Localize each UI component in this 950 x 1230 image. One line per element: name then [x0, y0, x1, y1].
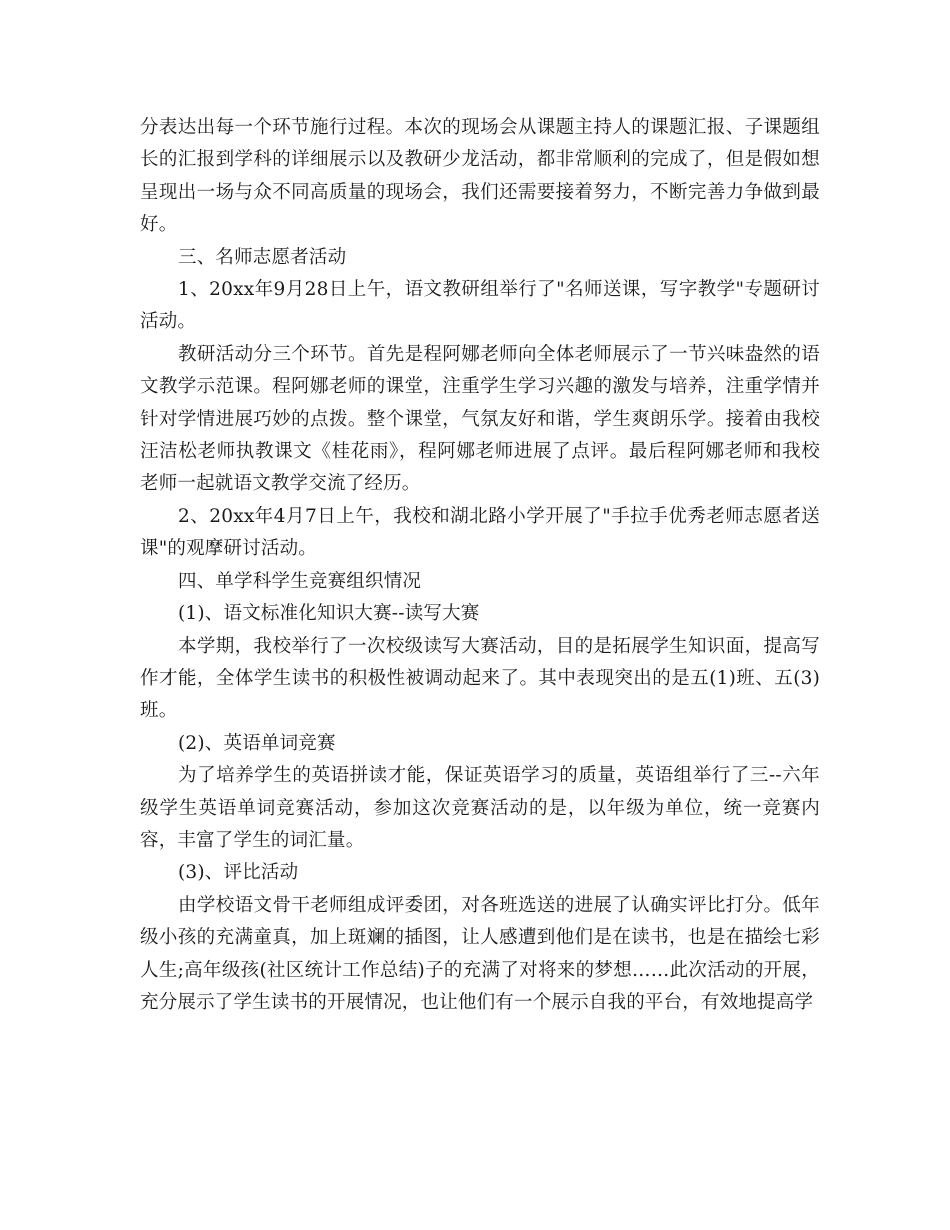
paragraph-evaluation: 由学校语文骨干老师组成评委团，对各班选送的进展了认确实评比打分。低年级小孩的充满童真，加上斑斓的插图，让人感遭到他们是在读书，也是在描绘七彩人生;高年级孩(社区统计工作总结)子的充满了对将来的梦想……此次活动的开展，充分展示了学生读书的开展情况，也让他们有一个展示自我的平台，有效地提高学	[140, 894, 820, 1013]
subheading-evaluation: (3)、评比活动	[178, 862, 299, 884]
subheading-reading-writing: (1)、语文标准化知识大赛--读写大赛	[178, 603, 480, 625]
paragraph-english-words: 为了培养学生的英语拼读才能，保证英语学习的质量，英语组举行了三--六年级学生英语单词竞赛活动，参加这次竞赛活动的是，以年级为单位，统一竞赛内容，丰富了学生的词汇量。	[140, 765, 820, 851]
paragraph-item-2: 2、20xx年4月7日上午，我校和湖北路小学开展了"手拉手优秀老师志愿者送课"的观摩研讨活动。	[140, 505, 820, 560]
document-body	[140, 112, 820, 1019]
paragraph-item-1: 1、20xx年9月28日上午，语文教研组举行了"名师送课，写字教学"专题研讨活动。	[140, 279, 820, 333]
paragraph-reading-writing: 本学期，我校举行了一次校级读写大赛活动，目的是拓展学生知识面，提高写作才能，全体学生读书的积极性被调动起来了。其中表现突出的是五(1)班、五(3)班。	[140, 635, 820, 722]
section-heading-volunteer: 三、名师志愿者活动	[178, 246, 347, 268]
section-heading-competition: 四、单学科学生竞赛组织情况	[178, 570, 422, 592]
paragraph-continuation: 分表达出每一个环节施行过程。本次的现场会从课题主持人的课题汇报、子课题组长的汇报到学科的详细展示以及教研少龙活动，都非常顺利的完成了，但是假如想呈现出一场与众不同高质量的现场会，我们还需要接着努力，不断完善力争做到最好。	[140, 117, 820, 236]
subheading-english-words: (2)、英语单词竞赛	[178, 732, 336, 754]
paragraph-teaching-activity: 教研活动分三个环节。首先是程阿娜老师向全体老师展示了一节兴味盎然的语文教学示范课。程阿娜老师的课堂，注重学生学习兴趣的激发与培养，注重学情并针对学情进展巧妙的点拨。整个课堂，气氛友好和谐，学生爽朗乐学。接着由我校汪洁松老师执教课文《桂花雨》，程阿娜老师进展了点评。最后程阿娜老师和我校老师一起就语文教学交流了经历。	[140, 343, 820, 495]
